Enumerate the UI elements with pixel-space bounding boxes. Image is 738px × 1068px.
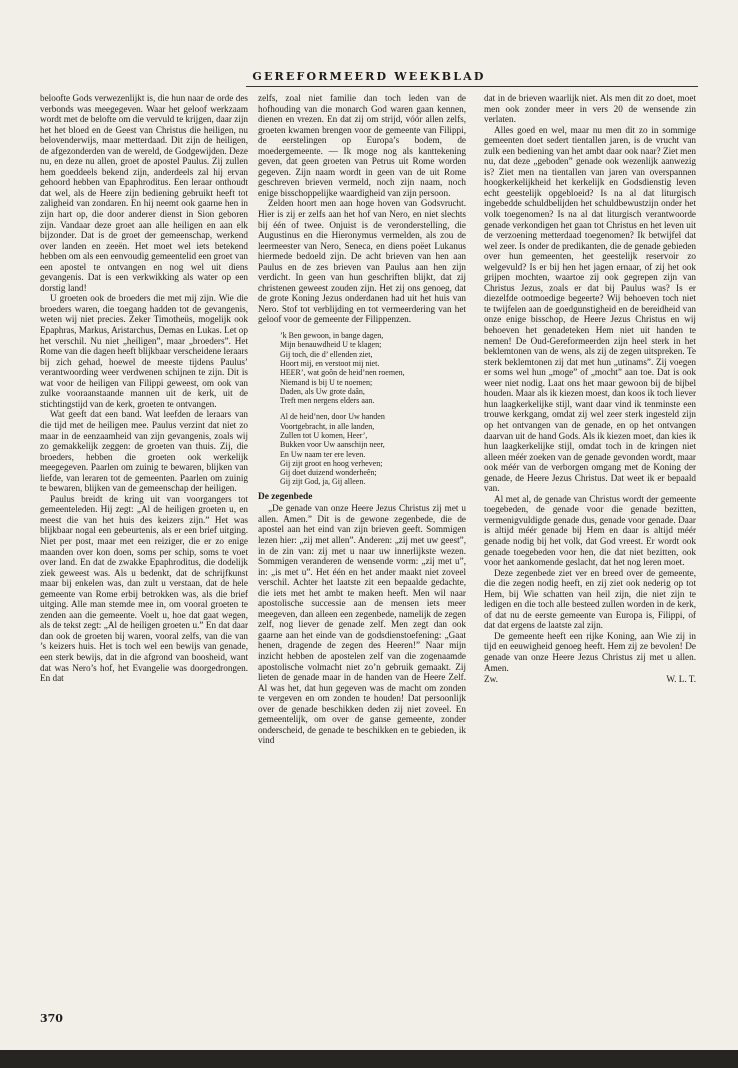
paragraph: De gemeente heeft een rijke Koning, aan Wie zij in tijd en eeuwigheid genoeg heeft. Hem zij ze bevolen! De genade van onze Heere Jezus Christus zij met u allen. Amen. (484, 630, 696, 673)
paragraph: „De genade van onze Heere Jezus Christus zij met u allen. Amen.” Dit is de gewone zegenbede, die de apostel aan het eind van zijn brieven geeft. Sommigen lezen hier: „zij met allen”. Anderen: „zij met uw geest”, in de zin van: zij met u naar uw innerlijkste wezen. Sommigen veranderen de wensende vorm: „zij met u”, in: „is met u”. Het één en het ander maakt niet zoveel verschil. Achter het laatste zit een bepaalde gedachte, die iets met het ambt te maken heeft. Men wil naar apostolische successie aan de mensen iets meer meegeven, dan alleen een zegenbede, namelijk de zegen zelf, nog liever de genade zelf. Men zegt dan ook gaarne aan het einde van de godsdienstoefening: „Gaat henen, dragende de zegen des Heeren!” Naar mijn inzicht hebben de apostelen zelf van die zogenaamde apostolische volmacht niet zo’n gebruik gemaakt. Zij lieten de genade maar in de handen van de Heere Zelf. Al was het, dat hun gegeven was de macht om zonden te vergeven en om zonden te houden! Dat persoonlijk over de genade beschikken deden zij niet zoveel. En gemeentelijk, om over de ganse gemeente, zonder onderscheid, de genade te beschikken en te gebieden, ik vind (258, 503, 466, 746)
paragraph: beloofte Gods verwezenlijkt is, die hun naar de orde des verbonds was meegegeven. Waar het geloof werkzaam wordt met de belofte om die vervuld te krijgen, daar zijn het het bloed en de Geest van Christus die heiligen, nu belovenderwijs, maar metterdaad. Dit zijn de heiligen, de afgezonderden van de wereld, de Godgewijden. Deze nu, en deze nu allen, groet de apostel Paulus. Zij zullen hem goeddeels bekend zijn, anderdeels zal hij ervan gehoord hebben van Epaphroditus. Een leraar onthoudt dat wel, als de Heere zijn bediening gebruikt heeft tot zaligheid van zondaren. En hij neemt ook gaarne hen in zijn hart op, die door anderer dienst in Sion geboren zijn. Vandaar deze groet aan alle heiligen en aan elk bijzonder. Dat is de groet der gemeenschap, werkend over landen en zeeën. Het moet wel iets betekend hebben om als een eenvoudig gemeentelid een groet van een apostel te ontvangen en nog wel uit diens gevangenis. Dat is een verkwikking als water op een dorstig land! (40, 93, 248, 293)
poem-line: Zullen tot U komen, Heer’, (280, 431, 368, 440)
signature-initials: W. L. T. (666, 674, 696, 685)
paragraph: Alles goed en wel, maar nu men dit zo in sommige gemeenten doet sedert tientallen jaren, is de vrucht van zulk een bediening van het ambt daar ook naar? Ziet men nu, dat deze „geboden” genade ook wezenlijk aanwezig is? Ziet men na tientallen van jaren van overspannen hoogkerkelijkheid het kerkelijk en Godsdienstig leven echt geestelijk opgebloeid? Is na al dat liturgisch ingebedde schuldbelijden het schuldbewustzijn onder het volk toegenomen? Is na al dat liturgisch verantwoorde genade verkondigen het gaan tot Christus en het leven uit de verzoening metterdaad toegenomen? Ik betwijfel dat wel zeer. Is onder de predikanten, die de genade gebieden over hun gemeenten, het geestelijk reservoir zo welgevuld? Is er bij hen het jagen ernaar, of zij het ook grijpen mochten, waartoe zij ook gegrepen zijn van Christus Jezus, zoals er dat bij Paulus was? Is er diezelfde ootmoedige begeerte? Wij behoeven toch niet te twijfelen aan de goedgunstigheid en de bereidheid van onze enige bisschop, de Heere Jezus Christus en wij behoeven het genadeteken Hem niet uit handen te nemen! De Oud-Gereformeerden zijn heel sterk in het beklemtonen van de wens, als zij de zegen uitspreken. Te sterk beklemtonen zij dat met hun „utinams”. Zij voegen er soms wel hun „moge” of „mocht” aan toe. Dat is ook weer niet nodig. Laat ons het maar gewoon bij de bijbel houden. Maar als ik kiezen moest, dan koos ik toch liever hun laagkerkelijke stijl, want daar vind ik tenminste een trouwe kerkgang, omdat zij wel zeer sterk ingesteld zijn op het ontvangen van de genade, en op het ontvangen daarvan uit de hand Gods. Als ik kiezen moet, dan kies ik hun laagkerkelijke stijl, omdat toch in de kringen niet alleen méér zoeken van de genade gevonden wordt, maar ook méér van de verborgen omgang met de Koning der genade, de Heere Jezus Christus. Dat weet ik er bepaald van. (484, 124, 696, 494)
poem-line: Hoort mij, en verstoot mij niet. (280, 358, 380, 368)
poem-line: Bukken voor Uw aanschijn neer, (280, 440, 385, 450)
poem-line: Mijn benauwdheid U te klagen; (280, 340, 382, 350)
poem-line: Gij zijt God, ja, Gij alleen. (280, 477, 366, 487)
page-header: GEREFORMEERD WEEKBLAD (252, 70, 486, 83)
stanza-gap (280, 405, 466, 412)
poem-line: Treft men nergens elders aan. (280, 396, 375, 406)
poem-line: Voortgebracht, in alle landen, (280, 421, 375, 431)
psalm-verse (280, 331, 466, 487)
signature-place: Zw. (484, 674, 498, 685)
poem-line: ’k Ben gewoon, in bange dagen, (280, 331, 384, 341)
page-number: 370 (40, 1012, 63, 1025)
paragraph: Al met al, de genade van Christus wordt der gemeente toegebeden, de genade voor die genade bezitten, vermenigvuldigde genade dus, genade voor genade. Daar is altijd méér genade bij Hem en daar is altijd méér genade nodig bij het volk, dat God vreest. Er wordt ook genade toegebeden voor hen, die dat niet bezitten, ook voor het aankomende geslacht, dat het nog leren moet. (484, 493, 696, 568)
poem-line: Gij zijt groot en hoog verheven; (280, 458, 383, 468)
paragraph: Zelden hoort men aan hoge hoven van Godsvrucht. Hier is zij er zelfs aan het hof van Nero, en niet slechts bij één of twee. Onjuist is de veronderstelling, die Augustinus en die Hieronymus vermelden, als zou de leermeester van Nero, Seneca, en diens poëet Lukanus hiermede bedoeld zijn. De acht brieven van hen aan Paulus en de zes brieven van Paulus aan hen zijn verdicht. In geen van hun geschriften blijkt, dat zij christenen geweest zouden zijn. Het zij ons genoeg, dat de grote Koning Jezus onderdanen had uit het huis van Nero. Stof tot verblijding en tot vermeerdering van het geloof voor de gemeente der Filippenzen. (258, 198, 466, 325)
paragraph: dat in de brieven waarlijk niet. Als men dit zo doet, moet men ook zonder meer in vers 20 de wensende zin verlaten. (484, 93, 696, 125)
paragraph: zelfs, zoal niet familie dan toch leden van de hofhouding van die monarch God waren gaan kennen, dienen en vrezen. En dat zij om strijd, vóór allen zelfs, groeten kwamen brengen voor de gemeente van Filippi, de eerstelingen op Europa’s bodem, de moedergemeente. — Ik moge nog als kanttekening geven, dat geen groeten van Petrus uit Rome worden gegeven. Zijn naam wordt in geen van de uit Rome geschreven brieven vermeld, noch zijn naam, noch enige bisschoppelijke waardigheid van zijn persoon. (258, 93, 466, 198)
paragraph: Paulus breidt de kring uit van voorgangers tot gemeenteleden. Hij zegt: „Al de heiligen groeten u, en meest die van het huis des keizers zijn.” Het was blijkbaar nogal een gebeurtenis, als er een brief uitging. Niet per post, maar met een reiziger, die er zo enige maanden over kon doen, soms per schip, soms te voet over land. En dat de zwakke Epaphroditus, die dodelijk ziek geweest was. Als u bedenkt, dat de schrijfkunst maar bij enkelen was, dan zult u verstaan, dat de hele gemeente van Rome erbij betrokken was, als die brief uitging. Alle man stemde mee in, om vooral groeten te zenden aan die gemeente. Voelt u, hoe dat gaat wegen, als de tekst zegt: „Al de heiligen groeten u.” En dat daar dan ook de groeten bij waren, vooral zelfs, van die van ’s keizers huis. Het is toch wel een bewijs van genade, een sterk bewijs, dat in die afgrond van boosheid, want dat was Nero’s hof, het Evangelie was doorgedrongen. En dat (40, 493, 248, 684)
poem-line: Niemand is bij U te noemen; (280, 377, 373, 387)
poem-line: Gij doet duizend wonderheên; (280, 468, 377, 478)
poem-line: Gij toch, die d’ ellenden ziet, (280, 349, 373, 359)
column-3 (484, 93, 696, 685)
poem-line: HEER’, wat goôn de heid’nen roemen, (280, 368, 405, 378)
section-heading: De zegenbede (258, 491, 313, 502)
scan-edge-bar (0, 1050, 738, 1068)
column-2 (258, 93, 466, 746)
column-1 (40, 93, 248, 684)
paragraph: Wat geeft dat een band. Wat leefden de leraars van die tijd met de heiligen mee. Paulus verzint dat niet zo maar in de eenzaamheid van zijn gevangenis, zoals wij zo gemakkelijk zeggen: de groeten van thuis. Zij, die broeders, hebben die groeten ook werkelijk meegegeven. Paarlen om zuinig te bewaren, blijken van liefde, van leraren tot de gemeenten. Paarlen om zuinig te bewaren, blijken van de gemeenschap der heiligen. (40, 409, 248, 494)
paragraph: U groeten ook de broeders die met mij zijn. Wie die broeders waren, die toegang hadden tot de gevangenis, weten wij niet precies. Zeker Timotheüs, mogelijk ook Epaphras, Markus, Aristarchus, Demas en Lukas. Let op het verschil. Nu niet „heiligen”, maar „broeders”. Het Rome van die dagen heeft blijkbaar verscheidene leraars bij zich gehad, hoewel de meeste tijdens Paulus’ verantwoording weer verdwenen schijnen te zijn. Dit is wat voor de heiligen van Filippi geweest, om ook van zulke vooraanstaande mannen uit de kerk, uit de stichtingstijd van de kerk, groeten te ontvangen. (40, 293, 248, 409)
poem-line: En Uw naam ter ere leven. (280, 449, 366, 459)
paragraph: Deze zegenbede ziet ver en breed over de gemeente, die die zegen nodig heeft, en zij ziet ook nederig op tot Hem, bij Wie schatten van heil zijn, die niet zijn te ledigen en die toch alle besteed zullen worden in de kerk, of dat nu de eerste gemeente van Europa is, Filippi, of dat dat ergens de laatste zal zijn. (484, 567, 696, 631)
header-rule (246, 86, 698, 87)
poem-line: Al de heid’nen, door Uw handen (280, 412, 385, 422)
poem-line: Daden, als Uw grote daân, (280, 386, 365, 396)
signature-line (484, 674, 696, 685)
